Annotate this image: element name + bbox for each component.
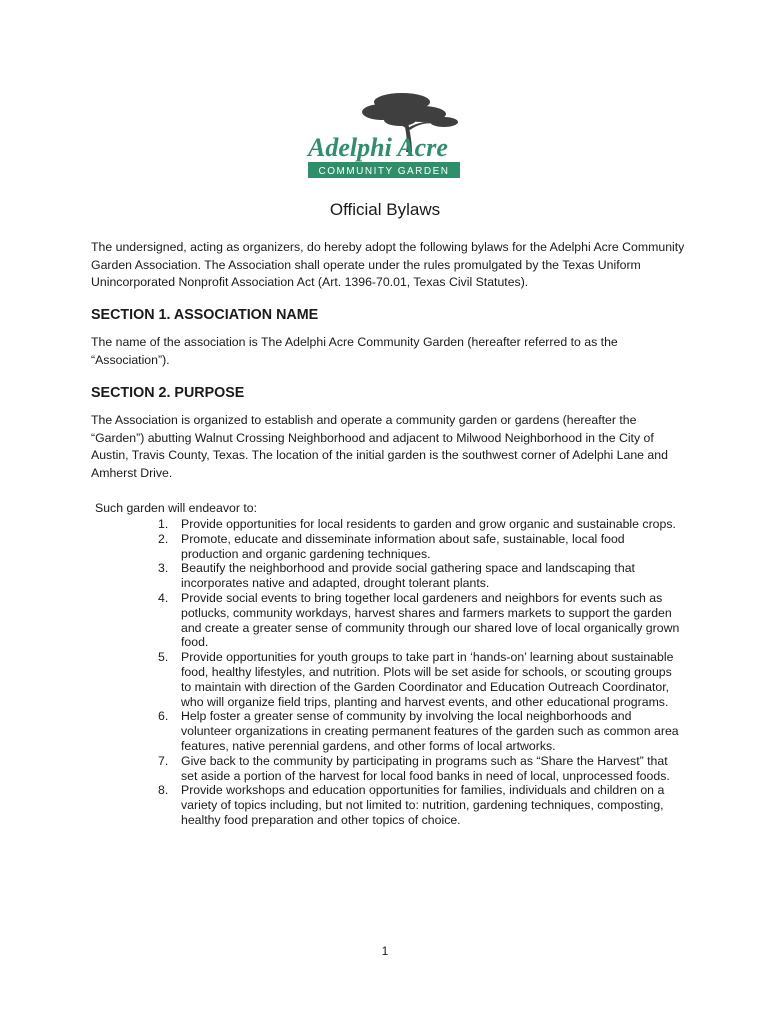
tagline: COMMUNITY GARDEN bbox=[318, 166, 450, 177]
adelphi-acre-logo bbox=[304, 92, 464, 182]
list-item: 3. Beautify the neighborhood and provide social gathering space and landscaping that incorporates native and adapted, drought tolerant plants. bbox=[158, 561, 635, 591]
purpose-list bbox=[0, 517, 681, 828]
intro-paragraph: The undersigned, acting as organizers, do hereby adopt the following bylaws for the Adelphi Acre Community Garden Association. The Association shall operate under the rules promulgated by the Texas Uniform Unincorporated Nonprofit Association Act (Art. 1396-70.01, Texas Civil Statutes). bbox=[91, 240, 685, 289]
document-title: Official Bylaws bbox=[329, 200, 441, 219]
section-2-body: The Association is organized to establish and operate a community garden or gardens (hereafter the “Garden”) abutting Walnut Crossing Neighborhood and adjacent to Milwood Neighborhood in the City of Austin, Travis County, Texas. The location of the initial garden is the southwest corner of Adelphi Lane and Amherst Drive. bbox=[91, 413, 668, 480]
section-2-heading: SECTION 2. PURPOSE bbox=[91, 385, 245, 401]
list-item: 7. Give back to the community by participating in programs such as “Share the Harvest” that set aside a portion of the harvest for local food banks in need of local, unprocessed foods. bbox=[158, 753, 670, 783]
section-1-heading: SECTION 1. ASSOCIATION NAME bbox=[91, 307, 319, 323]
section-1-body: The name of the association is The Adelphi Acre Community Garden (hereafter referred to as the “Association”). bbox=[91, 335, 618, 367]
list-item: 8. Provide workshops and education opportunities for families, individuals and children on a variety of topics including, but not limited to: nutrition, gardening techniques, composting, healthy food preparation and other topics of choice. bbox=[158, 783, 665, 827]
brand-name: Adelphi Acre bbox=[308, 133, 448, 162]
list-item: 6. Help foster a greater sense of community by involving the local neighborhoods and volunteer organizations in creating permanent features of the garden such as common area features, native perennial gardens, and other forms of local artworks. bbox=[158, 709, 679, 753]
list-intro: Such garden will endeavor to: bbox=[95, 501, 258, 515]
list-item: 4. Provide social events to bring together local gardeners and neighbors for events such as potlucks, community workdays, harvest shares and farmers markets to support the garden and create a greater sense of community through our shared love of local organically grown food. bbox=[158, 590, 680, 650]
list-item: 5. Provide opportunities for youth groups to take part in ‘hands-on’ learning about sustainable food, healthy lifestyles, and nutrition. Plots will be set aside for schools, or scouting groups to maintain with direction of the Garden Coordinator and Education Outreach Coordinator, who will organize field trips, planting and harvest events, and other educational programs. bbox=[158, 650, 674, 709]
list-item: 1. Provide opportunities for local residents to garden and grow organic and sustainable crops. bbox=[158, 517, 676, 531]
page-number: 1 bbox=[381, 944, 389, 958]
list-item: 2. Promote, educate and disseminate information about safe, sustainable, local food production and organic gardening techniques. bbox=[158, 531, 625, 561]
